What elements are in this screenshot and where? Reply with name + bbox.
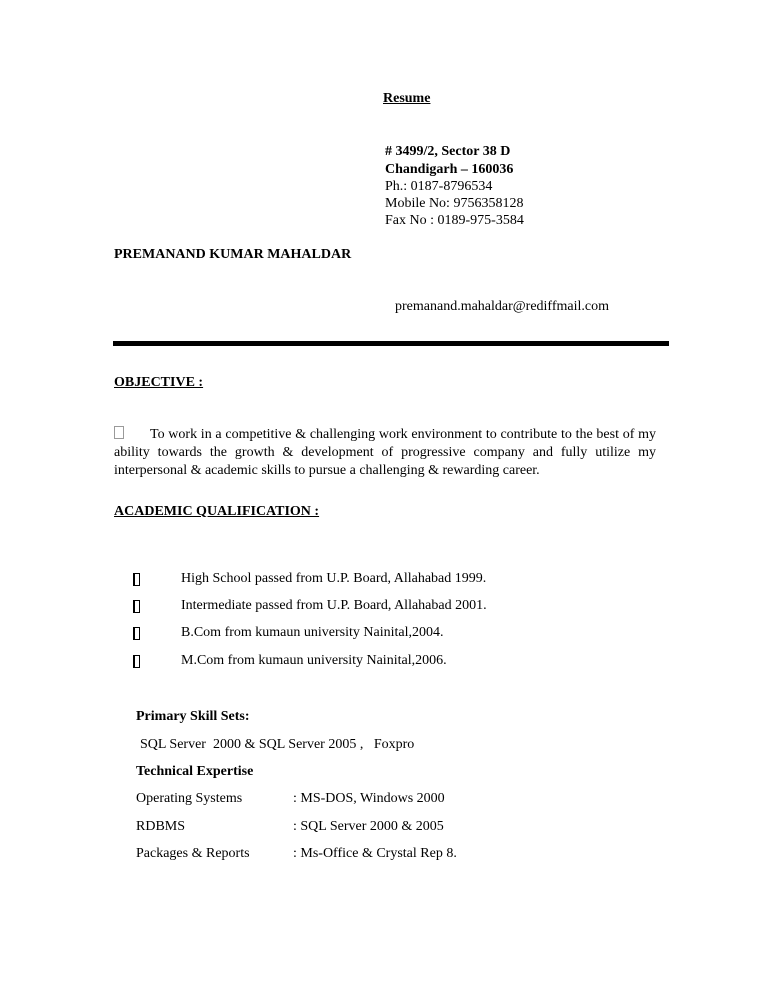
objective-text: To work in a competitive & challenging work environment to contribute to the best of my ability towards the growth & development of progressive company and fully utilize my interpersonal & academic skills to pursue a challenging & rewarding career. <box>114 427 656 478</box>
qualification-text: Intermediate passed from U.P. Board, Allahabad 2001. <box>181 598 487 613</box>
tech-label: Packages & Reports <box>136 846 250 861</box>
skills-text: SQL Server 2000 & SQL Server 2005 , Foxpro <box>140 737 415 752</box>
header-divider <box>113 341 669 346</box>
tech-label: RDBMS <box>136 819 186 834</box>
academic-heading: ACADEMIC QUALIFICATION : <box>114 504 320 519</box>
address-line-2: Chandigarh – 160036 <box>385 162 514 177</box>
phone-number: Ph.: 0187-8796534 <box>385 179 493 194</box>
technical-heading: Technical Expertise <box>136 764 254 779</box>
fax-number: Fax No : 0189-975-3584 <box>385 213 524 228</box>
tech-value: : Ms-Office & Crystal Rep 8. <box>293 846 457 861</box>
address-line-1: # 3499/2, Sector 38 D <box>385 144 511 159</box>
bullet-icon <box>133 655 140 668</box>
bullet-icon <box>133 573 140 586</box>
objective-paragraph <box>114 426 656 480</box>
document-title: Resume <box>383 91 431 106</box>
mobile-number: Mobile No: 9756358128 <box>385 196 524 211</box>
skills-heading: Primary Skill Sets: <box>136 709 250 724</box>
tech-value: : MS-DOS, Windows 2000 <box>293 791 445 806</box>
tech-label: Operating Systems <box>136 791 243 806</box>
qualification-text: M.Com from kumaun university Nainital,2006. <box>181 653 447 668</box>
missing-glyph-icon <box>114 426 124 439</box>
email-address: premanand.mahaldar@rediffmail.com <box>395 299 609 314</box>
candidate-name: PREMANAND KUMAR MAHALDAR <box>114 247 352 262</box>
objective-heading: OBJECTIVE : <box>114 375 204 390</box>
qualification-text: High School passed from U.P. Board, Allahabad 1999. <box>181 571 487 586</box>
bullet-icon <box>133 600 140 613</box>
bullet-icon <box>133 627 140 640</box>
tech-value: : SQL Server 2000 & 2005 <box>293 819 444 834</box>
qualification-text: B.Com from kumaun university Nainital,2004. <box>181 625 444 640</box>
